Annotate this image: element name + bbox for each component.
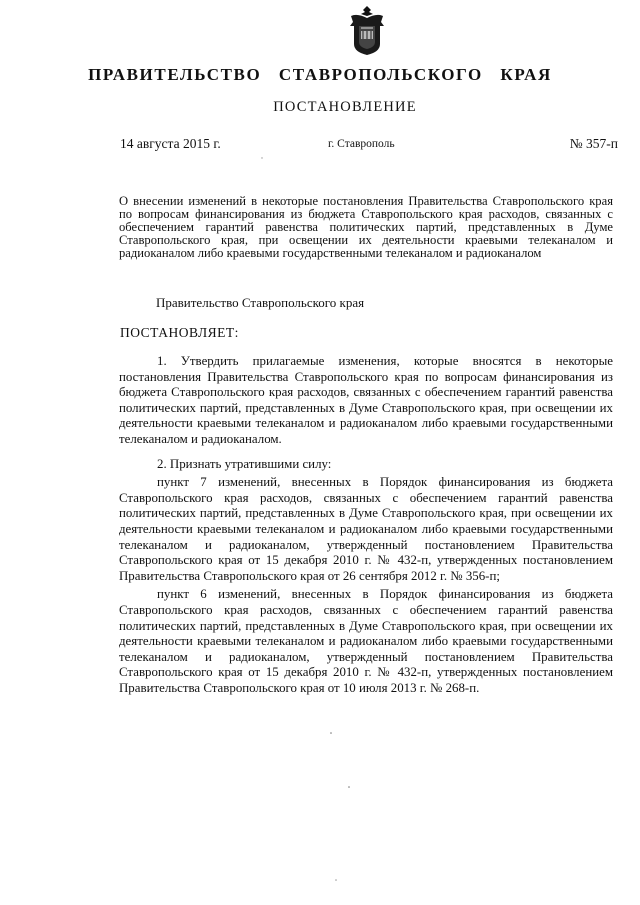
document-type: ПОСТАНОВЛЕНИЕ — [273, 99, 417, 115]
document-subject: О внесении изменений в некоторые постановления Правительства Ставропольского края по вопросам финансирования из бюджета Ставропольского края расходов, связанных с обеспечением гарантий равенства политических партий, представленных в Думе Ставропольского края, при освещении их деятельности краевыми телеканалом и радиоканалом либо краевыми государственными телеканалом и радиоканалом — [119, 194, 613, 260]
stavropol-coat-of-arms-icon — [347, 4, 387, 56]
item-2: 2. Признать утратившими силу: — [157, 456, 332, 471]
government-title: ПРАВИТЕЛЬСТВО СТАВРОПОЛЬСКОГО КРАЯ — [88, 65, 552, 84]
document-number: № 357-п — [569, 136, 618, 151]
document-body — [119, 354, 613, 696]
item-2-point-6: пункт 6 изменений, внесенных в Порядок финансирования из бюджета Ставропольского края расходов, связанных с обеспечением гарантий равенства политических партий, представленных в Думе Ставропольского края, при освещении их деятельности краевыми телеканалом и радиоканалом либо краевыми государственными телеканалом и радиоканалом, утвержденный постановлением Правительства Ставропольского края от 15 декабря 2010 г. № 432-п, утвержденных постановлением Правительства Ставропольского края от 10 июля 2013 г. № 268-п. — [119, 587, 613, 695]
preamble-resolves: ПОСТАНОВЛЯЕТ: — [120, 325, 239, 340]
document-city: г. Ставрополь — [328, 138, 395, 150]
item-1: 1. Утвердить прилагаемые изменения, которые вносятся в некоторые постановления Правительства Ставропольского края по вопросам финансирования из бюджета Ставропольского края расходов, связанных с обеспечением гарантий равенства политических партий, представленных в Думе Ставропольского края, при освещении их деятельности краевыми телеканалом и радиоканалом либо краевыми государственными телеканалом и радиоканалом. — [119, 354, 613, 446]
preamble-government: Правительство Ставропольского края — [156, 295, 365, 310]
item-2-point-7: пункт 7 изменений, внесенных в Порядок финансирования из бюджета Ставропольского края расходов, связанных с обеспечением гарантий равенства политических партий, представленных в Думе Ставропольского края, при освещении их деятельности краевыми телеканалом и радиоканалом либо краевыми государственными телеканалом и радиоканалом, утвержденный постановлением Правительства Ставропольского края от 15 декабря 2010 г. № 432-п, утвержденных постановлением Правительства Ставропольского края от 26 сентября 2012 г. № 356-п; — [119, 475, 613, 583]
document-date: 14 августа 2015 г. — [120, 136, 221, 151]
